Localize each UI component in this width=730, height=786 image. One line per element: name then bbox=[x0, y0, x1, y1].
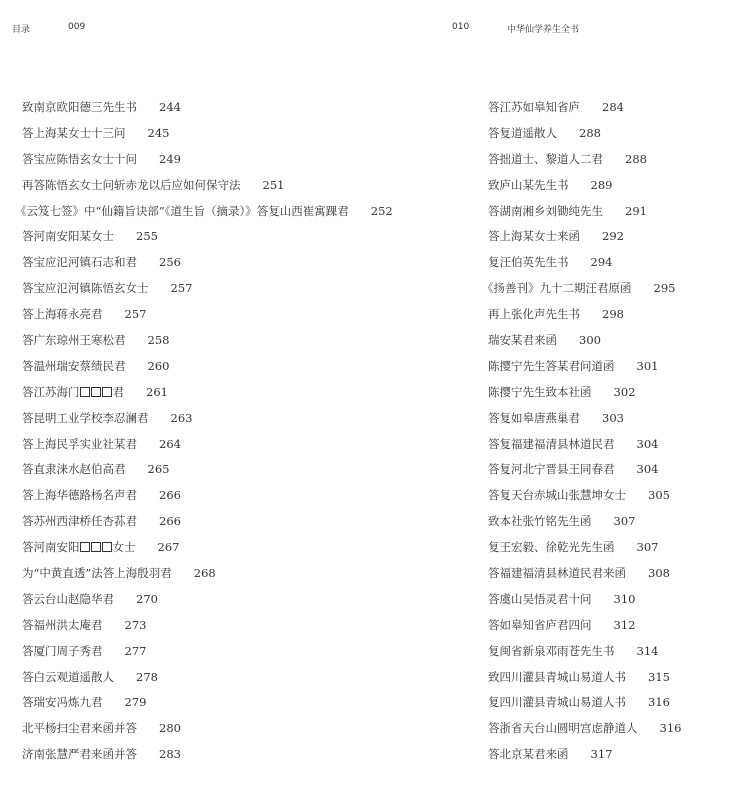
toc-entry-page: 279 bbox=[124, 695, 147, 710]
toc-entry[interactable] bbox=[22, 690, 462, 716]
toc-entry-title: 再上张化声先生书 bbox=[488, 307, 580, 322]
header-left-label: 目录 bbox=[12, 25, 31, 35]
toc-entry-page: 266 bbox=[159, 488, 181, 503]
toc-entry-page: 307 bbox=[636, 540, 659, 555]
toc-entry-page: 270 bbox=[136, 591, 158, 606]
toc-entry-page: 252 bbox=[370, 203, 393, 218]
toc-entry-title: 答复如皋唐燕巢君 bbox=[488, 410, 580, 425]
toc-entry[interactable] bbox=[488, 535, 720, 561]
toc-entry-title: 陈撄宁先生答某君问道函 bbox=[488, 358, 615, 373]
toc-entry-title: 济南张慧严君来函并答 bbox=[22, 747, 137, 762]
toc-entry-page: 292 bbox=[602, 229, 624, 244]
toc-entry-title: 陈撄宁先生致本社函 bbox=[488, 384, 592, 399]
toc-entry[interactable] bbox=[482, 276, 720, 302]
toc-entry-page: 256 bbox=[159, 255, 181, 270]
toc-entry-page: 268 bbox=[193, 566, 216, 581]
toc-entry[interactable] bbox=[488, 250, 720, 276]
toc-left-column bbox=[15, 95, 462, 768]
toc-entry-page: 295 bbox=[653, 281, 676, 296]
toc-entry-page: 317 bbox=[590, 747, 613, 762]
toc-entry-page: 283 bbox=[159, 747, 181, 762]
toc-entry-page: 260 bbox=[147, 358, 170, 373]
toc-entry-page: 264 bbox=[159, 436, 181, 451]
toc-entry-page: 261 bbox=[146, 384, 168, 399]
toc-entry[interactable] bbox=[15, 199, 462, 225]
toc-entry[interactable] bbox=[488, 716, 720, 742]
toc-entry-page: 280 bbox=[159, 721, 181, 736]
toc-entry[interactable] bbox=[22, 613, 462, 639]
toc-entry-page: 301 bbox=[636, 358, 659, 373]
toc-entry-title: 答福州洪太庵君 bbox=[22, 617, 103, 632]
toc-entry[interactable] bbox=[488, 121, 720, 147]
toc-entry[interactable] bbox=[22, 276, 462, 302]
toc-entry[interactable] bbox=[488, 380, 720, 406]
toc-entry-title: 答宝应氾河镇陈悟玄女士 bbox=[22, 281, 149, 296]
toc-entry-title: 答江苏如皋知省庐 bbox=[488, 100, 580, 114]
toc-entry[interactable] bbox=[22, 665, 462, 691]
toc-entry[interactable] bbox=[22, 224, 462, 250]
toc-entry[interactable] bbox=[22, 535, 462, 561]
missing-character-box bbox=[91, 542, 101, 552]
toc-entry[interactable] bbox=[488, 406, 720, 432]
toc-entry-title: 答湖南湘乡刘锄纯先生 bbox=[488, 203, 603, 218]
toc-entry[interactable] bbox=[488, 328, 720, 354]
toc-entry[interactable] bbox=[488, 483, 720, 509]
toc-entry[interactable] bbox=[22, 483, 462, 509]
toc-entry-page: 278 bbox=[136, 669, 158, 684]
toc-entry[interactable] bbox=[488, 147, 720, 173]
toc-entry[interactable] bbox=[22, 406, 462, 432]
toc-entry-page: 291 bbox=[625, 203, 647, 218]
toc-entry-title: 答上海民孚实业社某君 bbox=[22, 436, 137, 451]
toc-entry[interactable] bbox=[22, 380, 462, 406]
toc-entry[interactable] bbox=[488, 95, 720, 121]
toc-entry-title: 答白云观道遥散人 bbox=[22, 669, 114, 684]
toc-entry[interactable] bbox=[488, 639, 720, 665]
toc-entry-page: 258 bbox=[147, 333, 170, 348]
toc-entry[interactable] bbox=[22, 121, 462, 147]
toc-entry-page: 257 bbox=[124, 307, 147, 322]
toc-entry-title: 答复福建福清县林道民君 bbox=[488, 436, 615, 451]
toc-entry-page: 298 bbox=[602, 307, 624, 322]
toc-entry-title: 为“中黄直透”法答上海殷羽君 bbox=[22, 566, 172, 581]
toc-entry-title: 答广东琼州王寒松君 bbox=[22, 333, 126, 348]
toc-entry-title: 答河南安阳 女士 bbox=[22, 540, 136, 555]
toc-entry-title: 答上海某女士来函 bbox=[488, 229, 580, 244]
toc-entry[interactable] bbox=[22, 742, 462, 768]
toc-entry-page: 315 bbox=[648, 669, 670, 684]
toc-entry-page: 251 bbox=[262, 177, 285, 192]
toc-entry[interactable] bbox=[488, 224, 720, 250]
toc-entry-title: 答温州瑞安蔡绩民君 bbox=[22, 358, 126, 373]
toc-entry[interactable] bbox=[22, 250, 462, 276]
toc-entry-page: 308 bbox=[648, 566, 670, 581]
toc-entry-title: 答宝应氾河镇石志和君 bbox=[22, 255, 137, 270]
toc-entry-page: 249 bbox=[159, 151, 181, 166]
toc-entry-title: 答河南安阳某女士 bbox=[22, 229, 114, 244]
toc-entry[interactable] bbox=[22, 173, 462, 199]
toc-entry-title: 致本社张竹铭先生函 bbox=[488, 514, 592, 529]
toc-entry-page: 266 bbox=[159, 514, 181, 529]
toc-entry-page: 245 bbox=[147, 125, 170, 140]
toc-entry-title: 答宝应陈悟玄女士十问 bbox=[22, 151, 137, 166]
toc-entry-title: 复闽省新泉邓雨苍先生书 bbox=[488, 643, 615, 658]
toc-entry[interactable] bbox=[22, 509, 462, 535]
toc-entry-title: 答虞山吴悟灵君十问 bbox=[488, 591, 592, 606]
toc-entry[interactable] bbox=[488, 432, 720, 458]
toc-right-column bbox=[482, 95, 720, 768]
toc-entry-page: 289 bbox=[590, 177, 613, 192]
toc-entry-title: 答上海某女士十三问 bbox=[22, 125, 126, 140]
header-left-page-number: 009 bbox=[68, 22, 86, 32]
toc-entry-title: 答云台山赵隐华君 bbox=[22, 591, 114, 606]
toc-entry-title: 答昆明工业学校李忍澜君 bbox=[22, 410, 149, 425]
toc-entry[interactable] bbox=[488, 690, 720, 716]
toc-entry-title: 复四川灌县青城山易道人书 bbox=[488, 695, 626, 710]
toc-entry-title: 答上海华德路杨名声君 bbox=[22, 488, 137, 503]
toc-entry-title: 复汪伯英先生书 bbox=[488, 255, 569, 270]
toc-entry[interactable] bbox=[22, 147, 462, 173]
toc-entry-page: 316 bbox=[648, 695, 670, 710]
toc-entry-title: 答瑞安冯炼九君 bbox=[22, 695, 103, 710]
toc-entry-title: 《扬善刊》九十二期汪君原函 bbox=[482, 281, 632, 296]
missing-character-box bbox=[91, 387, 101, 397]
toc-entry[interactable] bbox=[22, 354, 462, 380]
toc-entry-page: 314 bbox=[636, 643, 659, 658]
header-book-title: 中华仙学养生全书 bbox=[507, 25, 580, 35]
toc-entry[interactable] bbox=[22, 302, 462, 328]
toc-entry-title: 《云笈七签》中“仙籍旨诀部”《道生旨（摘录）》答复山西崔寓踝君 bbox=[15, 203, 349, 218]
toc-entry-title: 答拙道士、黎道人二君 bbox=[488, 151, 603, 166]
toc-entry-page: 255 bbox=[136, 229, 158, 244]
toc-entry-page: 302 bbox=[613, 384, 636, 399]
toc-entry-title: 再答陈悟玄女士问斩赤龙以后应如何保守法 bbox=[22, 177, 241, 192]
toc-entry[interactable] bbox=[488, 509, 720, 535]
toc-entry[interactable] bbox=[488, 302, 720, 328]
toc-entry-title: 答复天台赤城山张慧坤女士 bbox=[488, 488, 626, 503]
toc-entry[interactable] bbox=[488, 613, 720, 639]
toc-entry-page: 312 bbox=[613, 617, 636, 632]
toc-entry-page: 303 bbox=[602, 410, 624, 425]
toc-entry-page: 304 bbox=[636, 462, 659, 477]
toc-entry-page: 310 bbox=[613, 591, 636, 606]
toc-entry-page: 288 bbox=[625, 151, 647, 166]
toc-entry-page: 257 bbox=[170, 281, 193, 296]
toc-entry[interactable] bbox=[22, 639, 462, 665]
toc-entry-page: 300 bbox=[579, 333, 601, 348]
toc-entry-page: 284 bbox=[602, 100, 624, 114]
toc-entry-page: 277 bbox=[124, 643, 147, 658]
toc-entry[interactable] bbox=[488, 457, 720, 483]
toc-entry-page: 305 bbox=[648, 488, 670, 503]
missing-character-box bbox=[80, 542, 90, 552]
toc-entry[interactable] bbox=[488, 561, 720, 587]
toc-entry[interactable] bbox=[22, 561, 462, 587]
toc-entry[interactable] bbox=[22, 587, 462, 613]
toc-entry-title: 答直隶涞水赵伯高君 bbox=[22, 462, 126, 477]
toc-entry-title: 复王宏毅、徐乾光先生函 bbox=[488, 540, 615, 555]
toc-entry-title: 答上海蒋永亮君 bbox=[22, 307, 103, 322]
toc-entry[interactable] bbox=[22, 328, 462, 354]
toc-entry-title: 北平杨扫尘君来函并答 bbox=[22, 721, 137, 736]
toc-entry[interactable] bbox=[488, 742, 720, 768]
toc-entry-title: 答浙省天台山圆明宫虑静道人 bbox=[488, 721, 638, 736]
toc-entry[interactable] bbox=[22, 95, 462, 121]
toc-entry-title: 答如皋知省庐君四问 bbox=[488, 617, 592, 632]
toc-entry-title: 致南京欧阳德三先生书 bbox=[22, 100, 137, 114]
toc-entry-page: 263 bbox=[170, 410, 193, 425]
toc-entry-page: 265 bbox=[147, 462, 170, 477]
header-right-page-number: 010 bbox=[452, 22, 470, 32]
toc-entry-page: 267 bbox=[157, 540, 180, 555]
missing-character-box bbox=[80, 387, 90, 397]
toc-entry-title: 答福建福清县林道民君来函 bbox=[488, 566, 626, 581]
toc-entry[interactable] bbox=[488, 354, 720, 380]
toc-entry-title: 致四川灌县青城山易道人书 bbox=[488, 669, 626, 684]
toc-entry-page: 294 bbox=[590, 255, 613, 270]
toc-entry-title: 答苏州西津桥任杏荪君 bbox=[22, 514, 137, 529]
toc-entry-title: 答复道遥散人 bbox=[488, 125, 557, 140]
toc-entry[interactable] bbox=[488, 587, 720, 613]
toc-entry-page: 307 bbox=[613, 514, 636, 529]
toc-entry[interactable] bbox=[488, 665, 720, 691]
toc-entry-page: 304 bbox=[636, 436, 659, 451]
toc-entry-title: 致庐山某先生书 bbox=[488, 177, 569, 192]
toc-entry-title: 答厦门周子秀君 bbox=[22, 643, 103, 658]
toc-entry-title: 答北京某君来函 bbox=[488, 747, 569, 762]
toc-entry[interactable] bbox=[488, 173, 720, 199]
toc-entry-title: 瑞安某君来函 bbox=[488, 333, 557, 348]
toc-entry[interactable] bbox=[488, 199, 720, 225]
toc-entry[interactable] bbox=[22, 716, 462, 742]
toc-entry-title: 答复河北宁晋县王同春君 bbox=[488, 462, 615, 477]
toc-entry-page: 273 bbox=[124, 617, 147, 632]
missing-character-box bbox=[102, 387, 112, 397]
toc-entry-title: 答江苏海门 君 bbox=[22, 384, 124, 399]
toc-entry-page: 316 bbox=[659, 721, 682, 736]
toc-entry[interactable] bbox=[22, 457, 462, 483]
toc-entry[interactable] bbox=[22, 432, 462, 458]
toc-entry-page: 244 bbox=[159, 100, 181, 114]
missing-character-box bbox=[102, 542, 112, 552]
toc-entry-page: 288 bbox=[579, 125, 601, 140]
